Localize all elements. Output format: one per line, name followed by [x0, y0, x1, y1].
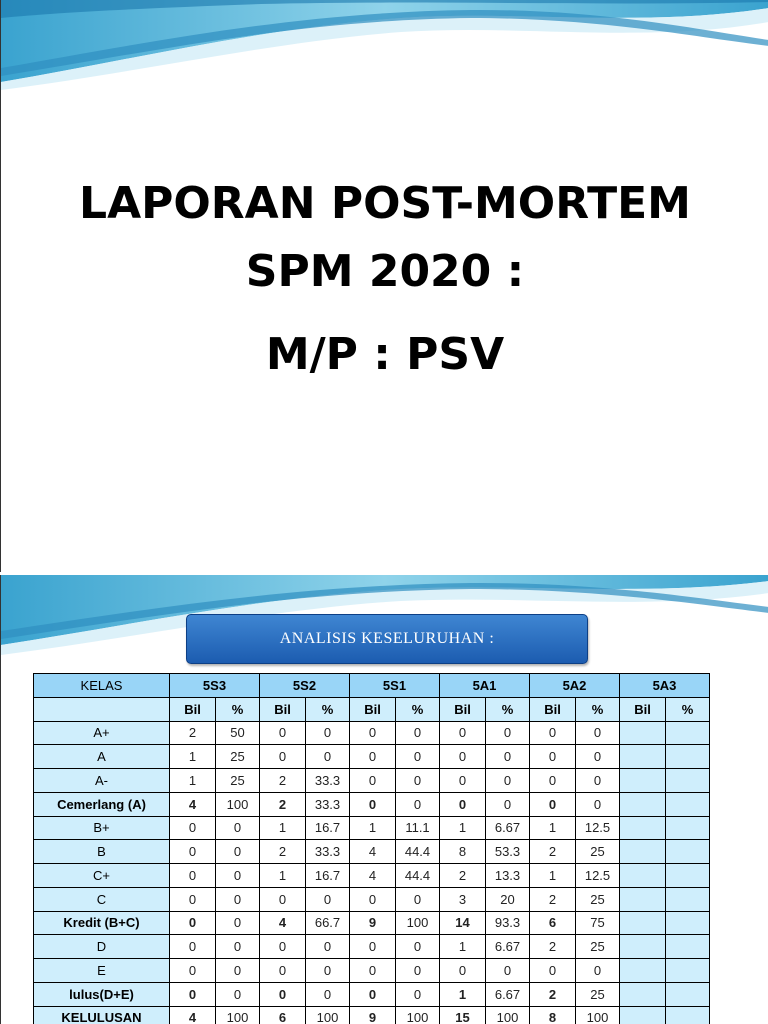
cell-percent: 100 [396, 911, 440, 935]
cell-percent: 44.4 [396, 864, 440, 888]
analysis-slide [0, 575, 768, 1024]
cell-bil: 0 [170, 935, 216, 959]
cell-bil: 14 [440, 911, 486, 935]
cell-bil: 0 [350, 745, 396, 769]
subheader-bil: Bil [350, 697, 396, 721]
table-row [34, 887, 710, 911]
header-class-5a3: 5A3 [620, 674, 710, 698]
cell-bil: 0 [530, 745, 576, 769]
row-label: A+ [34, 721, 170, 745]
cell-bil [620, 792, 666, 816]
cell-bil: 0 [440, 769, 486, 793]
cell-percent: 33.3 [306, 792, 350, 816]
cell-bil: 2 [260, 769, 306, 793]
cell-bil: 0 [440, 792, 486, 816]
row-label: C+ [34, 864, 170, 888]
cell-percent: 0 [306, 935, 350, 959]
subheader-percent: % [306, 697, 350, 721]
cell-percent: 0 [396, 982, 440, 1006]
cell-percent: 0 [306, 959, 350, 983]
cell-percent: 11.1 [396, 816, 440, 840]
cell-percent: 0 [216, 840, 260, 864]
cell-percent: 66.7 [306, 911, 350, 935]
cell-percent [666, 816, 710, 840]
cell-percent: 0 [576, 745, 620, 769]
cell-percent: 20 [486, 887, 530, 911]
table-row [34, 1006, 710, 1024]
row-label: KELULUSAN [34, 1006, 170, 1024]
cell-percent: 25 [576, 935, 620, 959]
header-class-5a2: 5A2 [530, 674, 620, 698]
row-label: lulus(D+E) [34, 982, 170, 1006]
cell-percent: 25 [216, 769, 260, 793]
cell-bil: 0 [530, 769, 576, 793]
cell-bil: 9 [350, 911, 396, 935]
table-row [34, 935, 710, 959]
header-class-5a1: 5A1 [440, 674, 530, 698]
cell-bil: 0 [530, 721, 576, 745]
subheader-percent: % [666, 697, 710, 721]
cell-bil: 0 [350, 959, 396, 983]
cell-bil: 1 [350, 816, 396, 840]
cell-bil: 0 [350, 982, 396, 1006]
cell-percent: 13.3 [486, 864, 530, 888]
cell-percent: 0 [306, 887, 350, 911]
cell-bil: 0 [350, 887, 396, 911]
cell-bil: 4 [170, 792, 216, 816]
cell-percent [666, 840, 710, 864]
header-class-5s1: 5S1 [350, 674, 440, 698]
table-row [34, 864, 710, 888]
cell-percent: 0 [216, 959, 260, 983]
cell-percent [666, 745, 710, 769]
row-label: A [34, 745, 170, 769]
cell-bil: 2 [170, 721, 216, 745]
table-header-row [34, 674, 710, 698]
cell-bil: 1 [440, 982, 486, 1006]
cell-bil [620, 887, 666, 911]
cell-percent: 0 [576, 769, 620, 793]
cell-percent: 75 [576, 911, 620, 935]
cell-percent: 0 [486, 959, 530, 983]
cell-percent [666, 911, 710, 935]
cell-percent: 0 [396, 721, 440, 745]
cell-bil [620, 982, 666, 1006]
cell-bil [620, 911, 666, 935]
cell-bil: 1 [530, 864, 576, 888]
table-row [34, 816, 710, 840]
cell-percent: 0 [576, 792, 620, 816]
cell-percent: 0 [216, 935, 260, 959]
cell-percent: 50 [216, 721, 260, 745]
cell-bil: 0 [170, 864, 216, 888]
cell-percent [666, 887, 710, 911]
cell-percent: 33.3 [306, 769, 350, 793]
cell-bil: 1 [170, 745, 216, 769]
cell-bil: 2 [260, 792, 306, 816]
cell-percent: 0 [396, 745, 440, 769]
row-label: D [34, 935, 170, 959]
cell-bil: 0 [170, 816, 216, 840]
cell-percent: 100 [576, 1006, 620, 1024]
cell-bil: 2 [530, 935, 576, 959]
row-label: B+ [34, 816, 170, 840]
cell-bil: 1 [530, 816, 576, 840]
cell-percent: 100 [216, 1006, 260, 1024]
cell-bil: 0 [530, 792, 576, 816]
cell-bil: 8 [440, 840, 486, 864]
row-label: Kredit (B+C) [34, 911, 170, 935]
cell-bil: 0 [260, 982, 306, 1006]
subheader-blank [34, 697, 170, 721]
subheader-percent: % [486, 697, 530, 721]
cell-bil [620, 864, 666, 888]
subheader-bil: Bil [170, 697, 216, 721]
cell-bil: 6 [530, 911, 576, 935]
cell-percent: 0 [396, 959, 440, 983]
table-row [34, 792, 710, 816]
cell-percent: 0 [216, 816, 260, 840]
cell-bil: 6 [260, 1006, 306, 1024]
cell-bil [620, 1006, 666, 1024]
table-row [34, 721, 710, 745]
table-row [34, 982, 710, 1006]
cell-bil: 4 [260, 911, 306, 935]
cell-bil [620, 840, 666, 864]
subheader-bil: Bil [620, 697, 666, 721]
table-subheader-row [34, 697, 710, 721]
cell-percent: 12.5 [576, 864, 620, 888]
cell-bil [620, 745, 666, 769]
subheader-bil: Bil [260, 697, 306, 721]
cell-percent: 0 [486, 769, 530, 793]
cell-percent: 16.7 [306, 864, 350, 888]
cell-percent: 0 [306, 982, 350, 1006]
cell-percent [666, 959, 710, 983]
row-label: E [34, 959, 170, 983]
cell-percent [666, 864, 710, 888]
header-class-5s3: 5S3 [170, 674, 260, 698]
cell-percent [666, 792, 710, 816]
cell-bil [620, 816, 666, 840]
cell-percent: 0 [486, 721, 530, 745]
cell-bil: 1 [260, 864, 306, 888]
cell-bil: 1 [170, 769, 216, 793]
cell-percent: 53.3 [486, 840, 530, 864]
cell-bil: 4 [350, 864, 396, 888]
cell-bil: 3 [440, 887, 486, 911]
cell-bil: 0 [170, 887, 216, 911]
title-line-2: SPM 2020 : [245, 246, 525, 297]
cell-bil: 8 [530, 1006, 576, 1024]
cell-bil: 1 [260, 816, 306, 840]
cell-bil: 0 [170, 982, 216, 1006]
cell-bil: 0 [260, 745, 306, 769]
cell-bil: 4 [170, 1006, 216, 1024]
cell-bil [620, 721, 666, 745]
cell-bil: 0 [170, 840, 216, 864]
cell-percent: 12.5 [576, 816, 620, 840]
cell-percent: 6.67 [486, 982, 530, 1006]
cell-percent: 0 [396, 792, 440, 816]
cell-percent [666, 769, 710, 793]
cell-percent [666, 721, 710, 745]
cell-percent: 0 [216, 982, 260, 1006]
cell-percent [666, 935, 710, 959]
cell-bil [620, 769, 666, 793]
cell-bil: 0 [440, 721, 486, 745]
cell-percent: 0 [396, 935, 440, 959]
cell-bil: 2 [440, 864, 486, 888]
cell-bil: 0 [260, 935, 306, 959]
cell-percent: 93.3 [486, 911, 530, 935]
cell-percent: 0 [216, 911, 260, 935]
title-line-1: LAPORAN POST-MORTEM [79, 178, 691, 229]
title-line-3: M/P : PSV [265, 329, 505, 380]
cell-percent [666, 982, 710, 1006]
row-label: C [34, 887, 170, 911]
analysis-banner: ANALISIS KESELURUHAN : [186, 614, 588, 664]
cell-percent: 100 [216, 792, 260, 816]
row-label: A- [34, 769, 170, 793]
cell-bil: 0 [350, 792, 396, 816]
cell-percent [666, 1006, 710, 1024]
cell-bil: 1 [440, 816, 486, 840]
cell-percent: 100 [306, 1006, 350, 1024]
cell-bil: 0 [170, 959, 216, 983]
cell-bil: 0 [350, 935, 396, 959]
table-row [34, 769, 710, 793]
cell-percent: 25 [576, 887, 620, 911]
cell-percent: 0 [396, 769, 440, 793]
cell-bil: 2 [530, 887, 576, 911]
cell-percent: 25 [576, 840, 620, 864]
cell-percent: 44.4 [396, 840, 440, 864]
cell-bil: 0 [440, 959, 486, 983]
cell-bil: 0 [440, 745, 486, 769]
cell-bil: 0 [260, 721, 306, 745]
wave-decoration [1, 0, 768, 110]
cell-percent: 0 [486, 745, 530, 769]
cell-percent: 0 [306, 745, 350, 769]
cell-percent: 100 [396, 1006, 440, 1024]
table-row [34, 911, 710, 935]
cell-bil [620, 959, 666, 983]
cell-percent: 0 [216, 887, 260, 911]
cell-bil: 0 [530, 959, 576, 983]
table-row [34, 840, 710, 864]
cell-bil: 4 [350, 840, 396, 864]
cell-percent: 100 [486, 1006, 530, 1024]
row-label: B [34, 840, 170, 864]
cell-bil: 1 [440, 935, 486, 959]
cell-percent: 0 [486, 792, 530, 816]
cell-bil: 9 [350, 1006, 396, 1024]
table-row [34, 959, 710, 983]
subheader-percent: % [396, 697, 440, 721]
cell-percent: 0 [216, 864, 260, 888]
row-label: Cemerlang (A) [34, 792, 170, 816]
table-row [34, 745, 710, 769]
cell-bil: 0 [260, 959, 306, 983]
cell-bil [620, 935, 666, 959]
subheader-percent: % [216, 697, 260, 721]
subheader-percent: % [576, 697, 620, 721]
header-kelas: KELAS [34, 674, 170, 698]
cell-percent: 25 [576, 982, 620, 1006]
cell-percent: 0 [396, 887, 440, 911]
cell-percent: 33.3 [306, 840, 350, 864]
cell-percent: 16.7 [306, 816, 350, 840]
cell-bil: 2 [530, 982, 576, 1006]
cell-bil: 15 [440, 1006, 486, 1024]
subheader-bil: Bil [440, 697, 486, 721]
cell-bil: 2 [260, 840, 306, 864]
cell-bil: 0 [350, 769, 396, 793]
subheader-bil: Bil [530, 697, 576, 721]
cell-percent: 6.67 [486, 816, 530, 840]
cell-bil: 0 [260, 887, 306, 911]
cell-bil: 2 [530, 840, 576, 864]
cell-percent: 0 [576, 721, 620, 745]
cell-percent: 25 [216, 745, 260, 769]
cell-bil: 0 [170, 911, 216, 935]
cell-percent: 0 [306, 721, 350, 745]
cell-percent: 0 [576, 959, 620, 983]
cell-bil: 0 [350, 721, 396, 745]
header-class-5s2: 5S2 [260, 674, 350, 698]
results-table [33, 673, 710, 1024]
cell-percent: 6.67 [486, 935, 530, 959]
